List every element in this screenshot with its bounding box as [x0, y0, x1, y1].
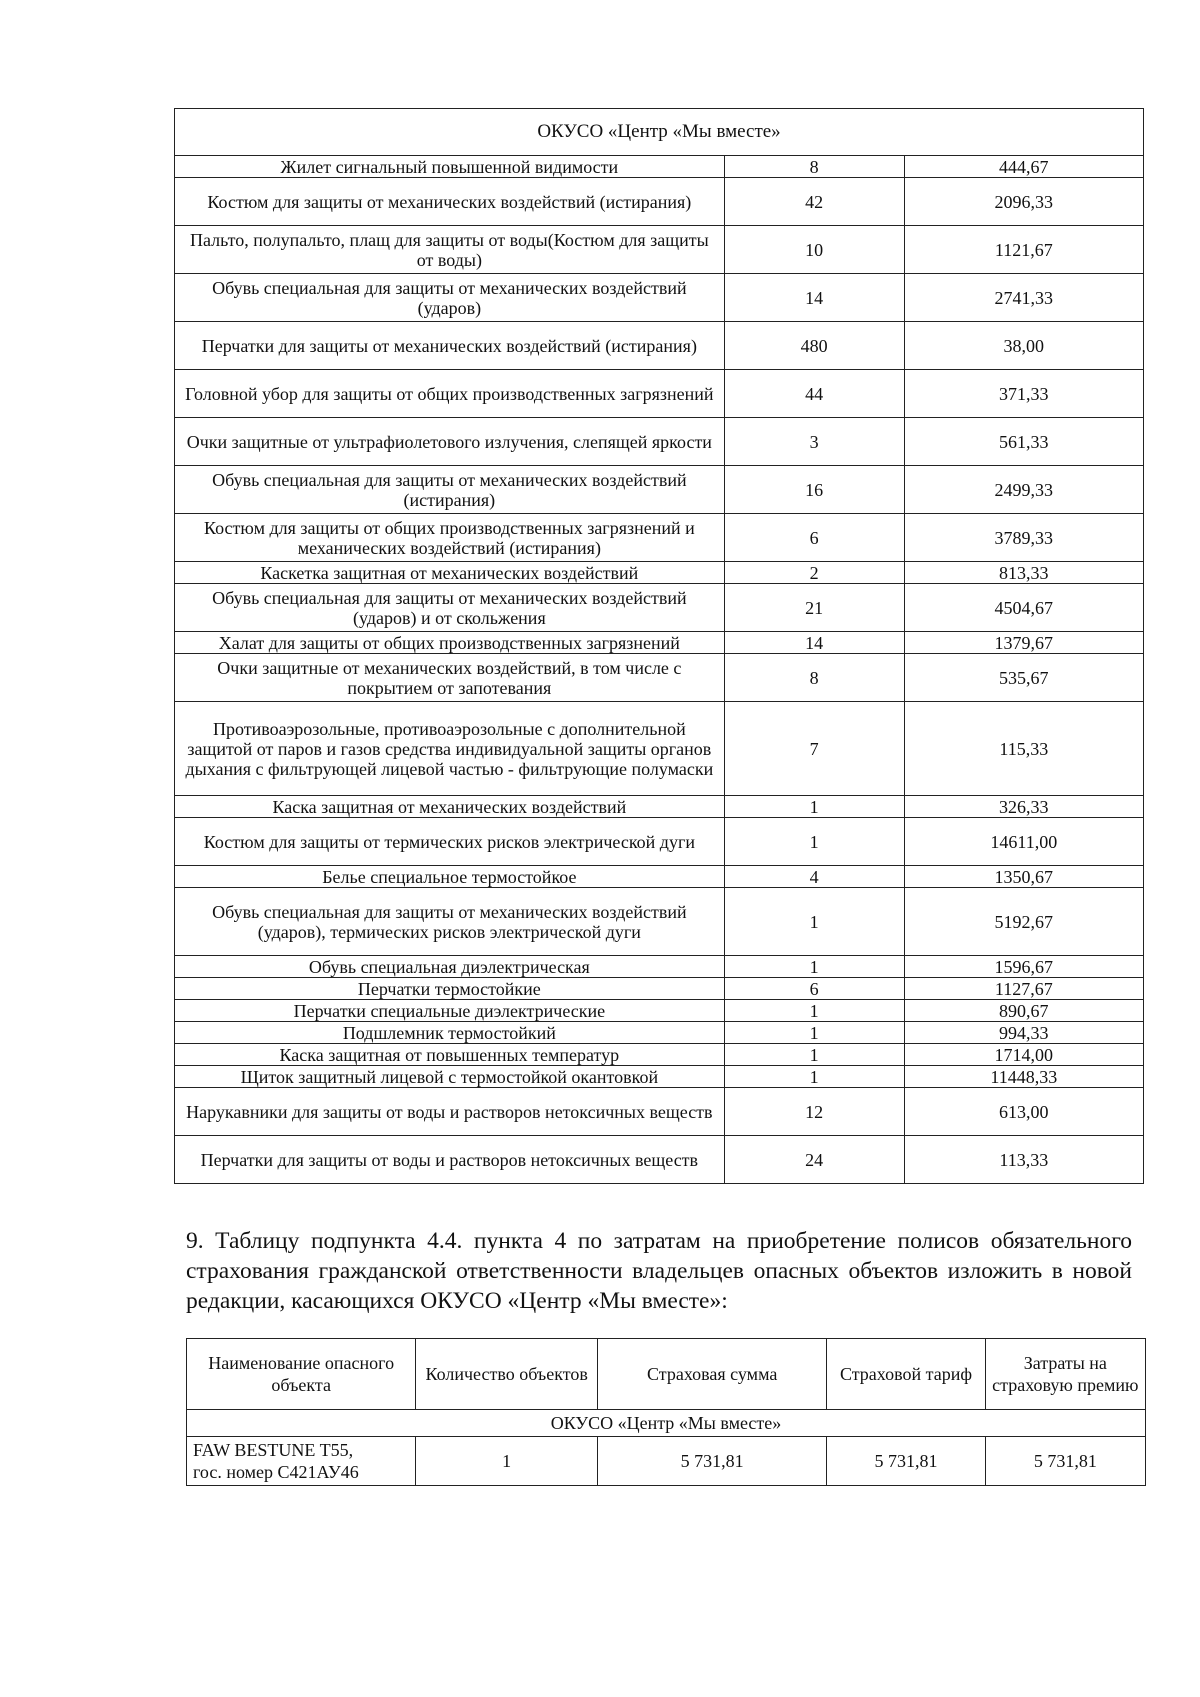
insurance-table: [186, 1338, 1146, 1486]
item-qty-cell: 480: [724, 322, 904, 370]
item-qty-cell: 1: [724, 956, 904, 978]
item-qty-cell: 6: [724, 978, 904, 1000]
item-price-cell: 371,33: [904, 370, 1143, 418]
item-price-cell: 4504,67: [904, 584, 1143, 632]
item-qty-cell: 21: [724, 584, 904, 632]
table-row: [175, 562, 1144, 584]
item-price-cell: 890,67: [904, 1000, 1143, 1022]
item-qty-cell: 24: [724, 1136, 904, 1184]
item-qty-cell: 6: [724, 514, 904, 562]
object-name-cell: [187, 1437, 416, 1486]
item-qty-cell: 7: [724, 702, 904, 796]
table-row: [175, 418, 1144, 466]
item-name-cell: Жилет сигнальный повышенной видимости: [175, 156, 725, 178]
header-object-count: Количество объектов: [416, 1339, 598, 1410]
item-name-cell: Каска защитная от механических воздействий: [175, 796, 725, 818]
premium-cell: 5 731,81: [985, 1437, 1145, 1486]
paragraph-9: 9. Таблицу подпункта 4.4. пункта 4 по затратам на приобретение полисов обязательного страхования гражданской ответственности владельцев опасных объектов изложить в новой редакции, касающихся ОКУСО «Центр «Мы вместе»:: [186, 1228, 1132, 1314]
item-qty-cell: 1: [724, 1044, 904, 1066]
item-qty-cell: 1: [724, 1022, 904, 1044]
item-qty-cell: 1: [724, 1066, 904, 1088]
table-row: [175, 632, 1144, 654]
table-row: [175, 866, 1144, 888]
header-object-name: Наименование опасного объекта: [187, 1339, 416, 1410]
header-premium: Затраты на страховую премию: [985, 1339, 1145, 1410]
item-price-cell: 11448,33: [904, 1066, 1143, 1088]
table-row: [175, 466, 1144, 514]
item-price-cell: 2741,33: [904, 274, 1143, 322]
header-tariff: Страховой тариф: [827, 1339, 985, 1410]
item-qty-cell: 4: [724, 866, 904, 888]
item-name-cell: Подшлемник термостойкий: [175, 1022, 725, 1044]
item-name-cell: Обувь специальная для защиты от механических воздействий (ударов), термических рисков электрической дуги: [175, 888, 725, 956]
item-name-cell: Каска защитная от повышенных температур: [175, 1044, 725, 1066]
item-price-cell: 1379,67: [904, 632, 1143, 654]
item-name-cell: Перчатки для защиты от механических воздействий (истирания): [175, 322, 725, 370]
item-qty-cell: 10: [724, 226, 904, 274]
table-row: [175, 796, 1144, 818]
item-name-cell: Костюм для защиты от общих производственных загрязнений и механических воздействий (истирания): [175, 514, 725, 562]
item-qty-cell: 14: [724, 632, 904, 654]
table-row: [175, 1066, 1144, 1088]
item-qty-cell: 14: [724, 274, 904, 322]
item-name-cell: Обувь специальная для защиты от механических воздействий (ударов): [175, 274, 725, 322]
table-row: [175, 178, 1144, 226]
item-name-cell: Белье специальное термостойкое: [175, 866, 725, 888]
item-price-cell: 813,33: [904, 562, 1143, 584]
item-price-cell: 1350,67: [904, 866, 1143, 888]
table-row: [175, 1136, 1144, 1184]
item-price-cell: 2499,33: [904, 466, 1143, 514]
item-name-cell: Халат для защиты от общих производственных загрязнений: [175, 632, 725, 654]
item-price-cell: 5192,67: [904, 888, 1143, 956]
item-qty-cell: 44: [724, 370, 904, 418]
item-price-cell: 14611,00: [904, 818, 1143, 866]
item-name-cell: Обувь специальная для защиты от механических воздействий (истирания): [175, 466, 725, 514]
item-qty-cell: 3: [724, 418, 904, 466]
item-name-cell: Противоаэрозольные, противоаэрозольные с дополнительной защитой от паров и газов средства индивидуальной защиты органов дыхания с фильтрующей лицевой частью - фильтрующие полумаски: [175, 702, 725, 796]
item-name-cell: Перчатки для защиты от воды и растворов нетоксичных веществ: [175, 1136, 725, 1184]
item-price-cell: 613,00: [904, 1088, 1143, 1136]
item-qty-cell: 12: [724, 1088, 904, 1136]
item-name-cell: Перчатки специальные диэлектрические: [175, 1000, 725, 1022]
insurance-data-row: [187, 1437, 1146, 1486]
item-price-cell: 38,00: [904, 322, 1143, 370]
item-qty-cell: 2: [724, 562, 904, 584]
item-price-cell: 994,33: [904, 1022, 1143, 1044]
item-name-cell: Щиток защитный лицевой с термостойкой окантовкой: [175, 1066, 725, 1088]
object-count-cell: 1: [416, 1437, 598, 1486]
table-row: [175, 978, 1144, 1000]
table-row: [175, 514, 1144, 562]
insured-sum-cell: 5 731,81: [597, 1437, 826, 1486]
item-qty-cell: 1: [724, 818, 904, 866]
table-row: [175, 956, 1144, 978]
item-name-cell: Перчатки термостойкие: [175, 978, 725, 1000]
item-price-cell: 2096,33: [904, 178, 1143, 226]
table-row: [175, 888, 1144, 956]
item-price-cell: 326,33: [904, 796, 1143, 818]
item-price-cell: 1714,00: [904, 1044, 1143, 1066]
table-row: [175, 818, 1144, 866]
item-name-cell: Обувь специальная для защиты от механических воздействий (ударов) и от скольжения: [175, 584, 725, 632]
item-price-cell: 115,33: [904, 702, 1143, 796]
org-name-cell: ОКУСО «Центр «Мы вместе»: [175, 109, 1144, 156]
tariff-cell: 5 731,81: [827, 1437, 985, 1486]
item-qty-cell: 1: [724, 888, 904, 956]
item-name-cell: Обувь специальная диэлектрическая: [175, 956, 725, 978]
item-name-cell: Костюм для защиты от механических воздействий (истирания): [175, 178, 725, 226]
item-name-cell: Костюм для защиты от термических рисков электрической дуги: [175, 818, 725, 866]
item-name-cell: Очки защитные от ультрафиолетового излучения, слепящей яркости: [175, 418, 725, 466]
item-qty-cell: 8: [724, 156, 904, 178]
item-name-cell: Нарукавники для защиты от воды и растворов нетоксичных веществ: [175, 1088, 725, 1136]
table-row: [175, 1000, 1144, 1022]
insurance-org-cell: ОКУСО «Центр «Мы вместе»: [187, 1410, 1146, 1437]
table-row: [175, 156, 1144, 178]
header-insured-sum: Страховая сумма: [597, 1339, 826, 1410]
table-row: [175, 1088, 1144, 1136]
object-name-line1: FAW BESTUNE T55,: [193, 1440, 354, 1460]
insurance-org-row: [187, 1410, 1146, 1437]
item-price-cell: 3789,33: [904, 514, 1143, 562]
item-name-cell: Очки защитные от механических воздействий, в том числе с покрытием от запотевания: [175, 654, 725, 702]
item-qty-cell: 1: [724, 1000, 904, 1022]
org-header-row: [175, 109, 1144, 156]
object-name-line2: гос. номер С421АУ46: [193, 1462, 359, 1482]
item-price-cell: 113,33: [904, 1136, 1143, 1184]
item-price-cell: 1127,67: [904, 978, 1143, 1000]
table-row: [175, 654, 1144, 702]
item-name-cell: Пальто, полупальто, плащ для защиты от воды(Костюм для защиты от воды): [175, 226, 725, 274]
table-row: [175, 226, 1144, 274]
table-row: [175, 370, 1144, 418]
item-qty-cell: 1: [724, 796, 904, 818]
table-row: [175, 274, 1144, 322]
item-qty-cell: 16: [724, 466, 904, 514]
table-row: [175, 322, 1144, 370]
item-qty-cell: 8: [724, 654, 904, 702]
item-name-cell: Головной убор для защиты от общих производственных загрязнений: [175, 370, 725, 418]
item-price-cell: 1121,67: [904, 226, 1143, 274]
item-price-cell: 535,67: [904, 654, 1143, 702]
item-name-cell: Каскетка защитная от механических воздействий: [175, 562, 725, 584]
table-row: [175, 702, 1144, 796]
table-row: [175, 1022, 1144, 1044]
table-row: [175, 1044, 1144, 1066]
item-qty-cell: 42: [724, 178, 904, 226]
item-price-cell: 444,67: [904, 156, 1143, 178]
table-row: [175, 584, 1144, 632]
ppe-cost-table: [174, 108, 1144, 1184]
item-price-cell: 561,33: [904, 418, 1143, 466]
item-price-cell: 1596,67: [904, 956, 1143, 978]
insurance-header-row: [187, 1339, 1146, 1410]
